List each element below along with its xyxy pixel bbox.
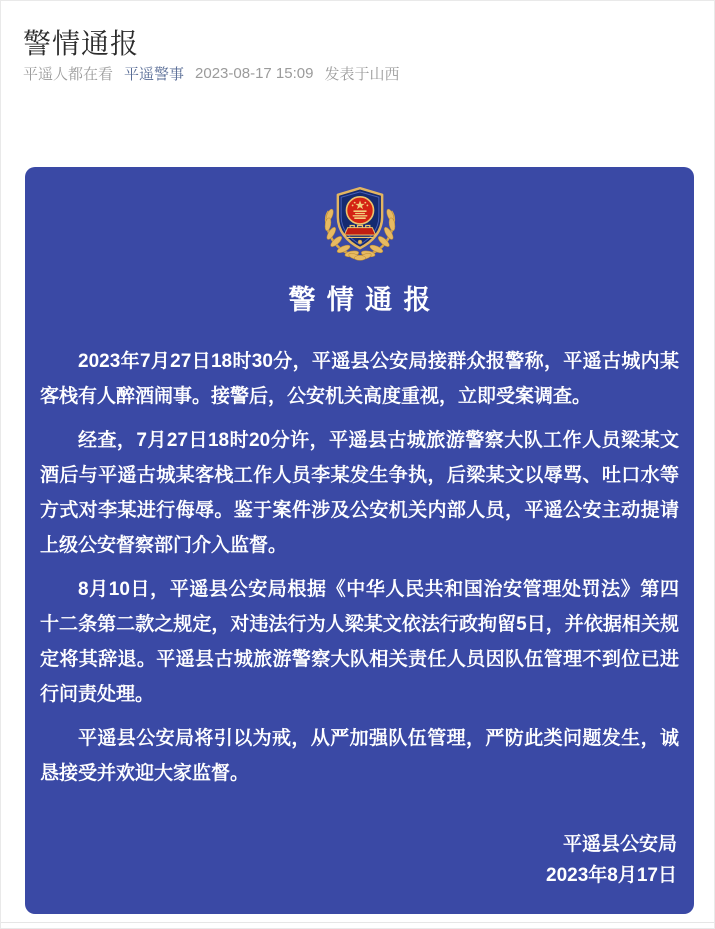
bottom-divider [1, 922, 714, 923]
meta-location: 发表于山西 [324, 66, 400, 83]
notice-body [40, 344, 679, 791]
notice-paragraph-2: 经查，7月27日18时20分许，平遥县古城旅游警察大队工作人员梁某文酒后与平遥古城某客栈工作人员李某发生争执，后梁某文以辱骂、吐口水等方式对李某进行侮辱。鉴于案件涉及公安机关内部人员，平遥公安主动提请上级公安督察部门介入监督。 [40, 430, 679, 556]
police-badge-icon [319, 184, 401, 263]
account-link[interactable]: 平遥警事 [124, 66, 185, 83]
article-meta [23, 63, 399, 84]
signature-block [40, 829, 679, 891]
meta-timestamp: 2023-08-17 15:09 [195, 65, 314, 82]
page-title: 警情通报 [23, 28, 140, 59]
meta-author: 平遥人都在看 [23, 66, 114, 83]
police-notice-card [25, 167, 694, 914]
notice-title: 警情通报 [288, 285, 442, 315]
signature-name: 平遥县公安局 [562, 834, 677, 855]
notice-paragraph-3: 8月10日，平遥县公安局根据《中华人民共和国治安管理处罚法》第四十二条第二款之规定，对违法行为人梁某文依法行政拘留5日，并依据相关规定将其辞退。平遥县古城旅游警察大队相关责任人员因队伍管理不到位已进行问责处理。 [40, 579, 679, 705]
notice-paragraph-4: 平遥县公安局将引以为戒，从严加强队伍管理，严防此类问题发生，诚恳接受并欢迎大家监督。 [40, 728, 679, 784]
signature-date: 2023年8月17日 [546, 865, 677, 886]
notice-paragraph-1: 2023年7月27日18时30分，平遥县公安局接群众报警称，平遥古城内某客栈有人醉酒闹事。接警后，公安机关高度重视，立即受案调查。 [40, 351, 679, 407]
